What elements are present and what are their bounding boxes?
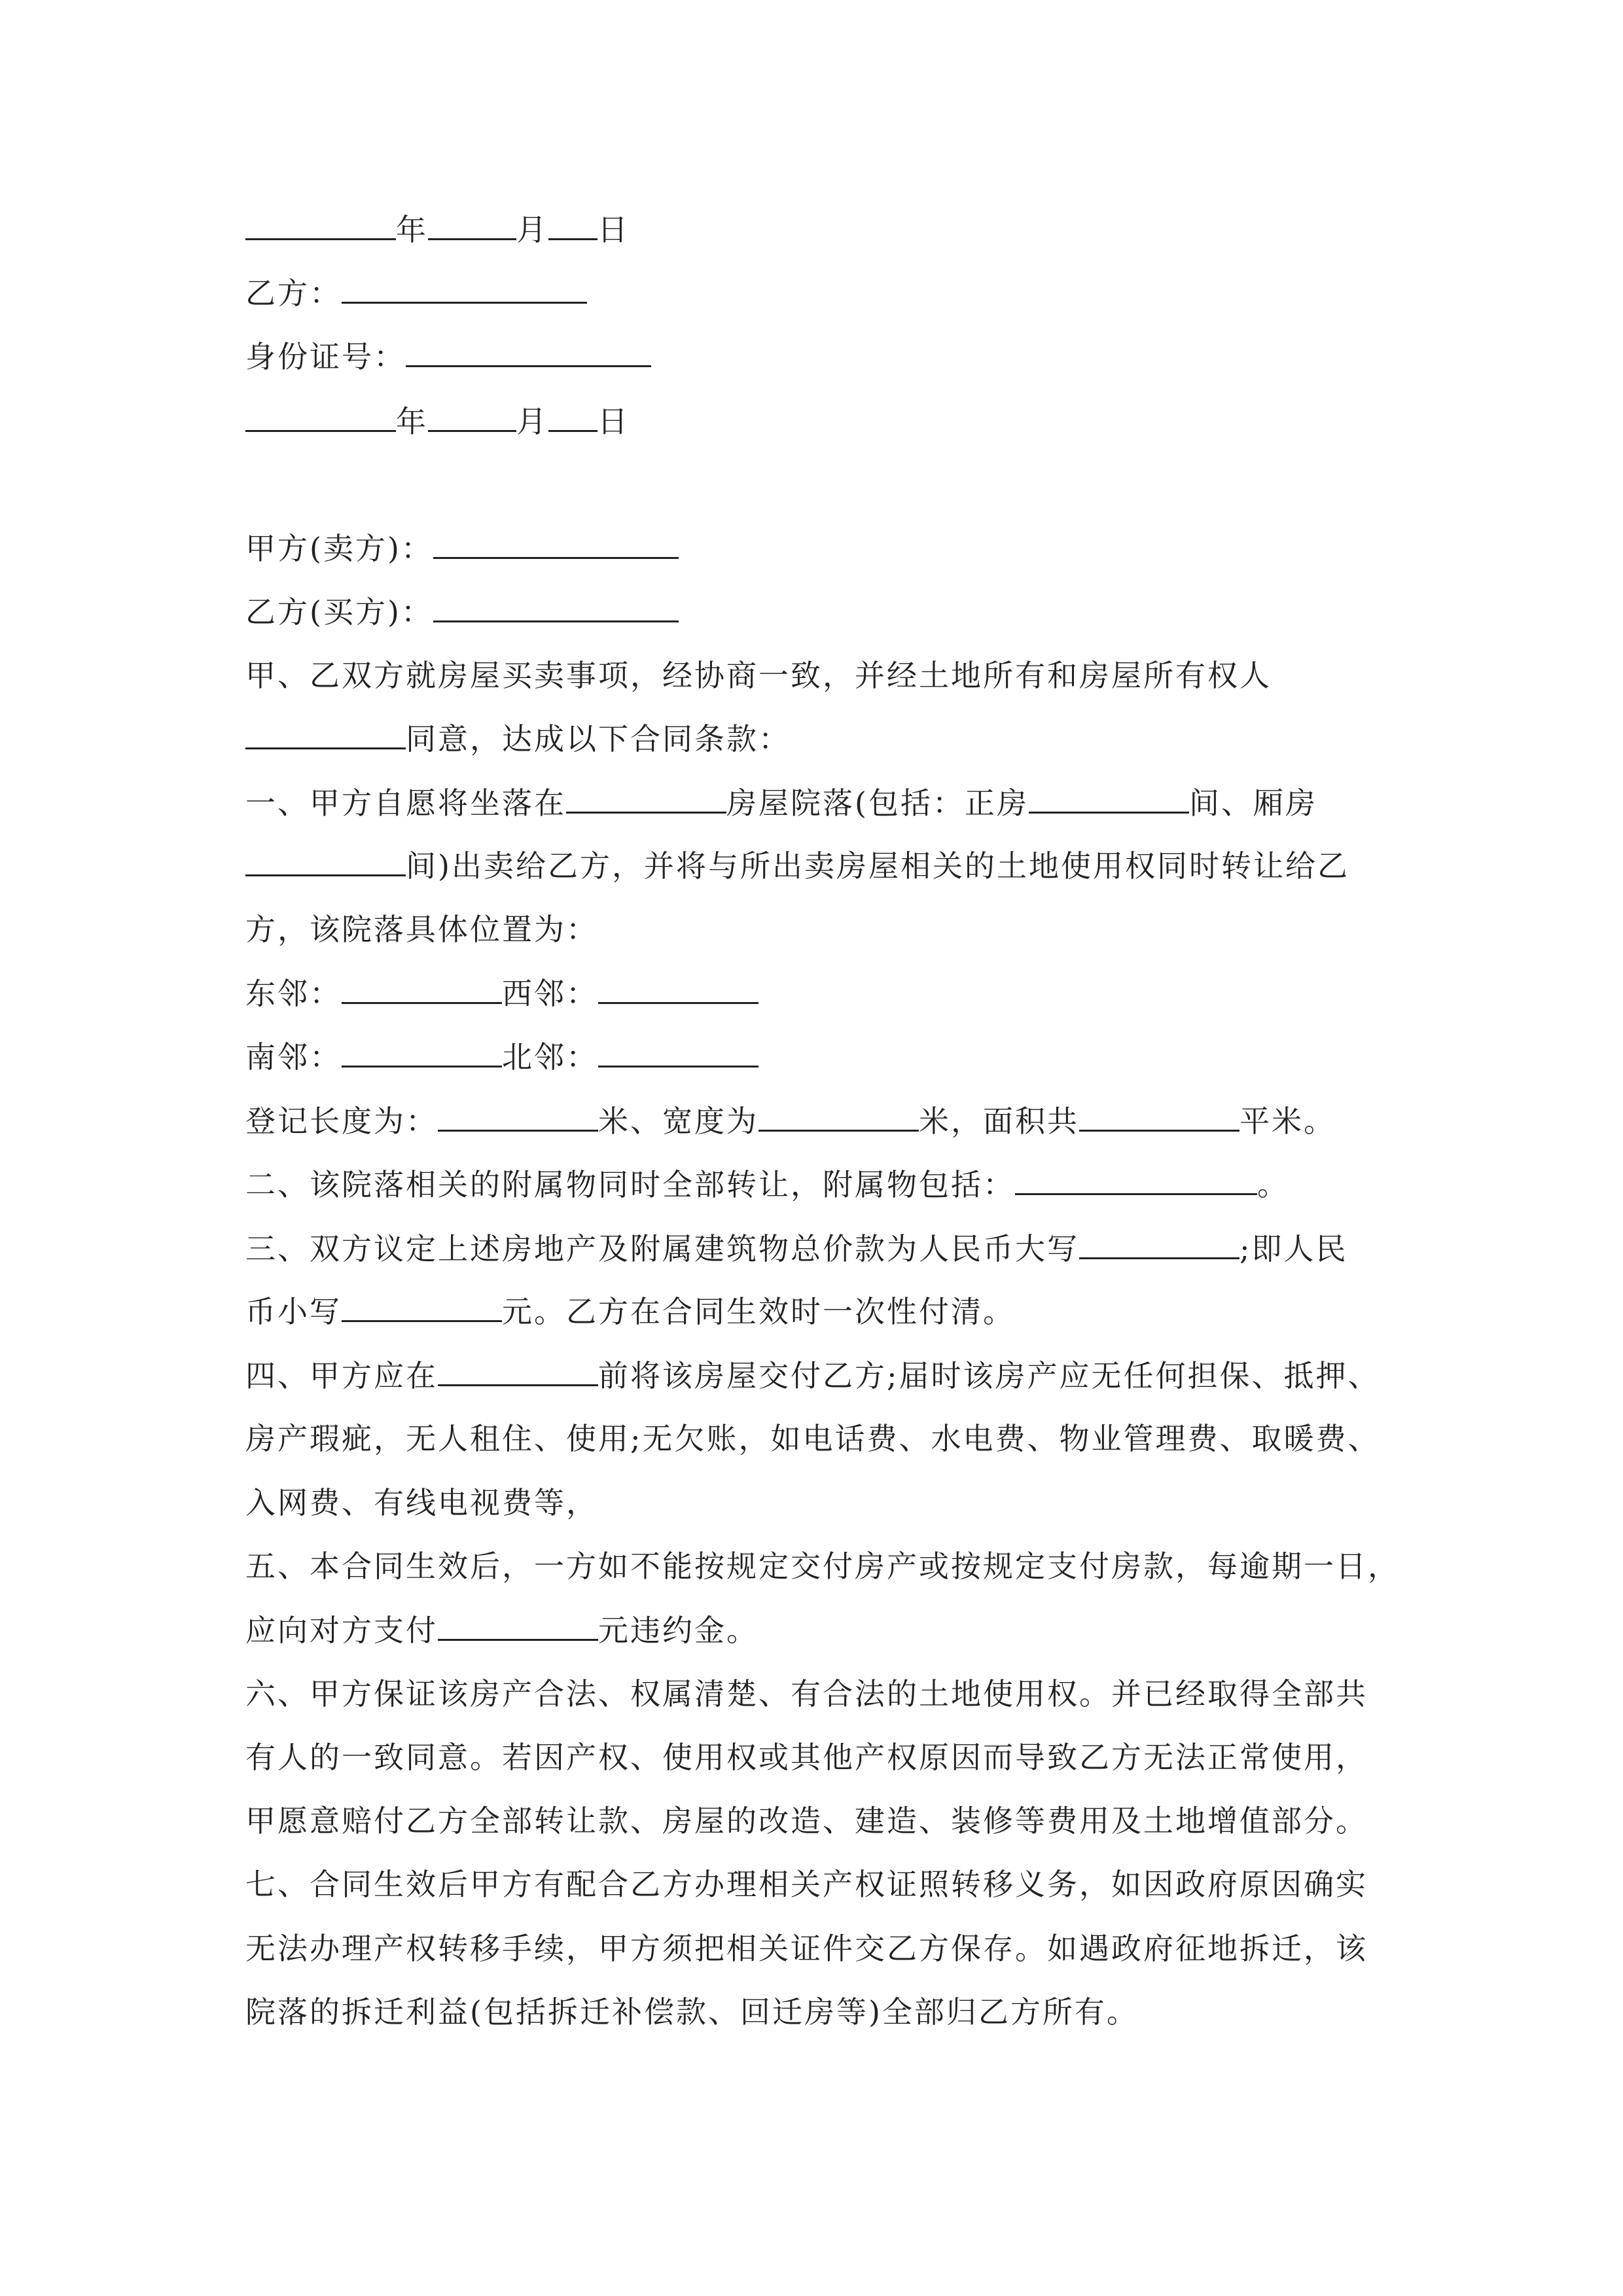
dimensions-row — [245, 1101, 1336, 1141]
clause-text: 有人的一致同意。若因产权、使用权或其他产权原因而导致乙方无法正常使用， — [245, 1740, 1368, 1775]
signature-date-1 — [245, 209, 630, 249]
clause-7-line-3 — [245, 1992, 1139, 2032]
west-label: 西邻： — [502, 976, 598, 1011]
clause-text: 房产瑕疵，无人租住、使用;无欠账，如电话费、水电费、物业管理费、取暖费、 — [245, 1421, 1380, 1456]
clause-5-line-2 — [245, 1610, 758, 1650]
clause-5-line-1 — [245, 1547, 1400, 1586]
attachments-blank[interactable] — [1015, 1164, 1257, 1195]
dimension-text: 米，面积共 — [919, 1103, 1079, 1139]
day-blank[interactable] — [548, 209, 597, 240]
east-label: 东邻： — [245, 976, 342, 1011]
south-label: 南邻： — [245, 1039, 342, 1075]
month-blank[interactable] — [428, 209, 516, 240]
id-number-row — [245, 336, 651, 376]
id-number-blank[interactable] — [406, 336, 651, 367]
signature-date-2 — [245, 401, 630, 441]
clause-text: 。 — [1257, 1167, 1289, 1202]
clause-text: 应向对方支付 — [245, 1613, 438, 1648]
clause-text: 六、甲方保证该房产合法、权属清楚、有合法的土地使用权。并已经取得全部共 — [245, 1676, 1368, 1712]
clause-1-line-2 — [245, 846, 1349, 886]
clause-text: 间)出卖给乙方，并将与所出卖房屋相关的土地使用权同时转让给乙 — [406, 848, 1349, 884]
clause-6-line-2 — [245, 1738, 1368, 1777]
area-blank[interactable] — [1079, 1101, 1240, 1132]
day-label: 日 — [597, 212, 630, 247]
dimension-text: 登记长度为： — [245, 1103, 438, 1139]
clause-text: 间、厢房 — [1188, 785, 1317, 821]
intro-text: 甲、乙双方就房屋买卖事项，经协商一致，并经土地所有和房屋所有权人 — [245, 658, 1272, 693]
party-a-seller-blank[interactable] — [433, 528, 679, 559]
clause-text: 元违约金。 — [598, 1613, 758, 1648]
clause-3-line-1 — [245, 1229, 1348, 1268]
clause-text: ;即人民 — [1240, 1231, 1348, 1266]
main-rooms-blank[interactable] — [1029, 783, 1189, 814]
price-words-blank[interactable] — [1079, 1229, 1240, 1259]
clause-text: 五、本合同生效后，一方如不能按规定交付房产或按规定支付房款，每逾期一日， — [245, 1549, 1400, 1584]
clause-3-line-2 — [245, 1291, 1015, 1331]
clause-text: 二、该院落相关的附属物同时全部转让，附属物包括： — [245, 1167, 1015, 1202]
clause-text: 七、合同生效后甲方有配合乙方办理相关产权证照转移义务，如因政府原因确实 — [245, 1867, 1368, 1902]
side-rooms-blank[interactable] — [245, 846, 406, 876]
clause-7-line-2 — [245, 1929, 1368, 1968]
clause-1-line-1 — [245, 783, 1317, 823]
month-label: 月 — [516, 212, 548, 247]
north-label: 北邻： — [502, 1039, 598, 1075]
party-b-buyer-label: 乙方(买方)： — [245, 594, 433, 630]
party-b-signature — [245, 273, 587, 313]
clause-text: 币小写 — [245, 1294, 342, 1329]
clause-text: 元。乙方在合同生效时一次性付清。 — [502, 1294, 1015, 1329]
clause-2 — [245, 1164, 1289, 1204]
party-b-buyer-blank[interactable] — [433, 592, 679, 622]
price-figures-blank[interactable] — [342, 1291, 502, 1322]
clause-4-line-1 — [245, 1355, 1380, 1395]
north-blank[interactable] — [598, 1037, 758, 1067]
day-blank[interactable] — [548, 401, 597, 432]
dimension-text: 平米。 — [1240, 1103, 1336, 1139]
owner-blank[interactable] — [245, 719, 406, 749]
neighbors-south-north — [245, 1037, 758, 1077]
clause-1-line-3 — [245, 910, 598, 949]
year-blank[interactable] — [245, 401, 396, 432]
east-blank[interactable] — [342, 973, 502, 1004]
clause-6-line-1 — [245, 1674, 1368, 1713]
party-a-seller-row — [245, 528, 679, 568]
clause-4-line-2 — [245, 1419, 1380, 1458]
clause-text: 一、甲方自愿将坐落在 — [245, 785, 566, 821]
day-label: 日 — [597, 404, 630, 439]
dimension-text: 米、宽度为 — [598, 1103, 758, 1139]
clause-7-line-1 — [245, 1865, 1368, 1904]
clause-text: 前将该房屋交付乙方;届时该房产应无任何担保、抵押、 — [598, 1358, 1380, 1393]
party-b-label: 乙方： — [245, 276, 342, 311]
penalty-blank[interactable] — [438, 1610, 598, 1641]
neighbors-east-west — [245, 973, 758, 1013]
party-b-blank[interactable] — [342, 273, 587, 304]
south-blank[interactable] — [342, 1037, 502, 1067]
year-label: 年 — [396, 212, 428, 247]
intro-text: 同意，达成以下合同条款： — [406, 721, 791, 757]
party-b-buyer-row — [245, 592, 679, 632]
clause-text: 方，该院落具体位置为： — [245, 912, 598, 947]
month-blank[interactable] — [428, 401, 516, 432]
year-blank[interactable] — [245, 209, 396, 240]
month-label: 月 — [516, 404, 548, 439]
clause-4-line-3 — [245, 1483, 598, 1522]
clause-text: 入网费、有线电视费等， — [245, 1485, 598, 1520]
location-blank[interactable] — [566, 783, 726, 814]
clause-text: 甲愿意赔付乙方全部转让款、房屋的改造、建造、装修等费用及土地增值部分。 — [245, 1803, 1368, 1839]
intro-line-2 — [245, 719, 791, 759]
id-number-label: 身份证号： — [245, 339, 406, 374]
clause-text: 无法办理产权转移手续，甲方须把相关证件交乙方保存。如遇政府征地拆迁，该 — [245, 1931, 1368, 1966]
clause-text: 房屋院落(包括：正房 — [726, 785, 1029, 821]
clause-text: 三、双方议定上述房地产及附属建筑物总价款为人民币大写 — [245, 1231, 1079, 1266]
clause-text: 四、甲方应在 — [245, 1358, 438, 1393]
width-blank[interactable] — [758, 1101, 919, 1132]
west-blank[interactable] — [598, 973, 758, 1004]
intro-line-1 — [245, 656, 1272, 695]
length-blank[interactable] — [438, 1101, 598, 1132]
year-label: 年 — [396, 404, 428, 439]
clause-text: 院落的拆迁利益(包括拆迁补偿款、回迁房等)全部归乙方所有。 — [245, 1994, 1139, 2030]
delivery-date-blank[interactable] — [438, 1355, 598, 1386]
clause-6-line-3 — [245, 1801, 1368, 1840]
party-a-seller-label: 甲方(卖方)： — [245, 531, 433, 566]
